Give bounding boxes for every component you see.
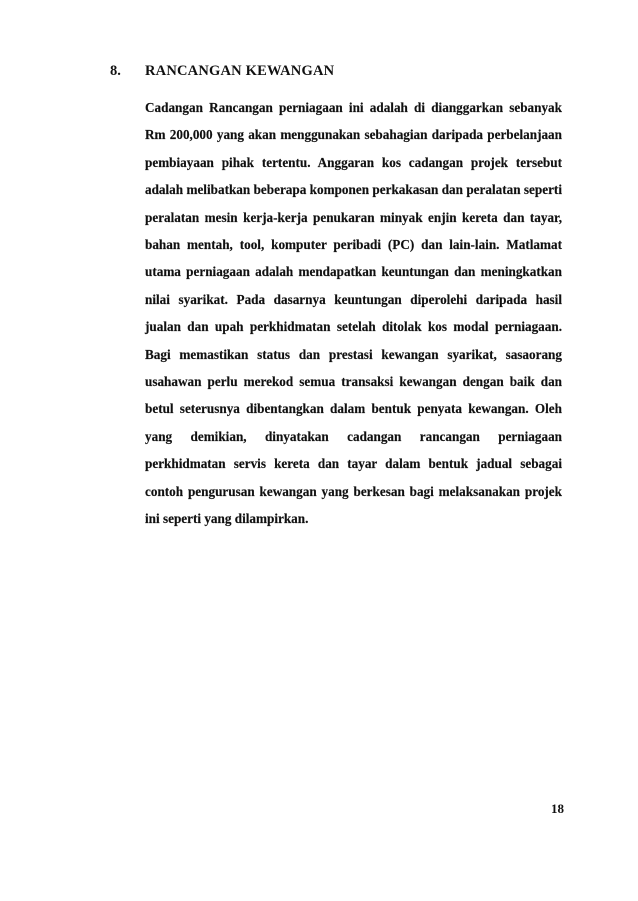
section-number: 8. <box>110 63 121 79</box>
body-paragraph: Cadangan Rancangan perniagaan ini adalah di dianggarkan sebanyak Rm 200,000 yang akan menggunakan sebahagian daripada perbelanjaan pembiayaan pihak tertentu. Anggaran kos cadangan projek tersebut adalah melibatkan beberapa komponen perkakasan dan peralatan seperti peralatan mesin kerja-kerja penukaran minyak enjin kereta dan tayar, bahan mentah, tool, komputer peribadi (PC) dan lain-lain. Matlamat utama perniagaan adalah mendapatkan keuntungan dan meningkatkan nilai syarikat. Pada dasarnya keuntungan diperolehi daripada hasil jualan dan upah perkhidmatan setelah ditolak kos modal perniagaan. Bagi memastikan status dan prestasi kewangan syarikat, sasaorang usahawan perlu merekod semua transaksi kewangan dengan baik dan betul seterusnya dibentangkan dalam bentuk penyata kewangan. Oleh yang demikian, dinyatakan cadangan rancangan perniagaan perkhidmatan servis kereta dan tayar dalam bentuk jadual sebagai contoh pengurusan kewangan yang berkesan bagi melaksanakan projek ini seperti yang dilampirkan. <box>145 100 562 527</box>
section-heading <box>110 60 560 82</box>
section-title: RANCANGAN KEWANGAN <box>145 63 335 79</box>
page-number: 18 <box>551 801 564 816</box>
